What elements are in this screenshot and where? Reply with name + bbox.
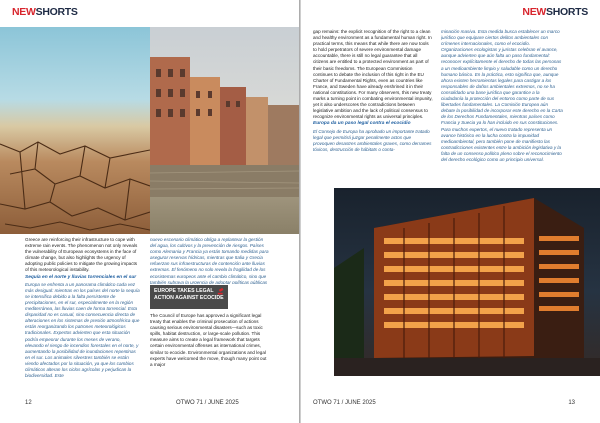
body-text-es: Europa se enfrenta a un panorama climático cada vez más desigual: mientras en los países del norte la sequía se intensifica debido a la falta persistente de precipitaciones, en el sur, especialmente en la región mediterránea, las lluvias caen de forma torrencial. Esta disparidad no es casual, sino consecuencia directa de alteraciones en los sistemas de presión atmosférica que están reorganizando los patrones meteorológicos tradicionales. Expertos advierten que esta situación podría empeorar durante los meses de verano, elevando el riesgo de incendios forestales en el norte, y aumentando la posibilidad de inundaciones repentinas en el sur. Los animales silvestres también se están viendo afectados por la situación, ya que los cambios climáticos alteran los ciclos agrícolas y perjudican la biodiversidad. Este (25, 281, 140, 379)
page-number: 13 (568, 400, 575, 406)
brand-logo: NEWSHORTS (522, 6, 588, 18)
issue-info: OTWO 71 / JUNE 2025 (313, 400, 376, 406)
council-building-photo (334, 188, 600, 376)
left-column-2-top (150, 237, 270, 284)
body-text-es: El Consejo de Europa ha aprobado un importante tratado legal que permitirá juzgar penalmente actos que provoquen desastres ambientales graves, como derrames tóxicos, destrucción de hábitats o conta- (313, 128, 432, 152)
page-number: 12 (25, 400, 32, 406)
left-page (0, 0, 299, 423)
right-column-2 (441, 29, 563, 186)
gavel-icon (217, 288, 225, 296)
body-text-es-cont: minación masiva. Esta medida busca establecer un marco jurídico que equipare ciertos delitos ambientales con crímenes internacionales, como el ecocidio. Organizaciones ecologistas y juristas celebran el avance, aunque advierten que aún falta un paso fundamental: reconocer explícitamente el derecho de todas las personas a un medioambiente limpio y saludable como un derecho humano básico. En la práctica, esto significa que, aunque ahora existen herramientas legales para castigar a los responsables de daños ambientales extremos, no se ha consolidado una base jurídica que garantice a la ciudadanía la protección del entorno como parte de sus libertades fundamentales. La Comisión Europea aún debate la posibilidad de incorporar este derecho en la Carta de los Derechos Fundamentales, mientras países como Francia y Suecia ya lo han incluido en sus constituciones. Para muchos expertos, el nuevo tratado representa un avance histórico en la lucha contra la impunidad medioambiental, pero también pone de manifiesto las contradicciones existentes entre la ambición legislativa y la falta de un consenso político pleno sobre el reconocimiento del derecho ecológico como un principio universal. (441, 29, 563, 162)
subheading-es: Sequía en el norte y lluvias torrenciales en el sur (25, 274, 137, 280)
brand-logo: NEWSHORTS (12, 6, 78, 18)
body-text-en: gap remains: the explicit recognition of the right to a clean and healthy environment as a fundamental human right. In practical terms, this means that while there are now tools to hold perpetrators of severe environmental damage accountable, there is still no legal guarantee that all citizens are entitled to a protected environment as part of their basic freedoms. The European Commission continues to debate the inclusion of this right in the EU Charter of Fundamental Rights, even as countries like France, and Sweden have already enshrined it in their national constitutions. For many observers, this new treaty marks a turning point in combating environmental impunity, yet it also underscores the contradictions between legislative ambition and the lack of political consensus to recognize environmental rights as universal principles. (313, 29, 433, 120)
body-text-en: Greece are reinforcing their infrastructure to cope with extreme rain events. The phenomenon not only reveals the vulnerability of European ecosystems in the face of climate change, but also highlights the urgency of adopting public policies to mitigate the growing impacts of this meteorological instability. (25, 237, 138, 273)
body-text-en-2: The Council of Europe has approved a significant legal treaty that enables the criminal prosecution of actions causing serious environmental disasters—such as toxic spills, habitat destruction, or large-scale pollution. This measure aims to create a legal framework that targets certain environmental offenses as international crimes, similar to ecocide. Environmental organizations and legal experts have welcomed the move, though many point out a major (150, 313, 267, 367)
left-column-2-bottom (150, 313, 270, 395)
callout-title: EUROPE TAKES LEGAL ACTION AGAINST ECOCIDE (154, 288, 224, 301)
flooded-city-photo (150, 27, 299, 234)
body-text-es-cont: nuevo escenario climático obliga a replantear la gestión del agua, los cultivos y la prevención de riesgos. Países como Alemania y Francia ya están tomando medidas para asegurar reservas hídricas, mientras que Italia y Grecia refuerzan sus infraestructuras de contención ante lluvias extremas. El fenómeno no solo revela la fragilidad de los ecosistemas europeos ante el cambio climático, sino que también subraya la urgencia de adoptar políticas públicas (150, 237, 269, 284)
section-callout (150, 285, 228, 309)
right-page (301, 0, 600, 423)
subheading-es: Europa da un paso legal contra el ecocidio (313, 121, 411, 127)
left-column-1 (25, 237, 140, 395)
right-column-1 (313, 29, 433, 186)
drought-photo (0, 27, 150, 234)
issue-info: OTWO 71 / JUNE 2025 (176, 400, 239, 406)
